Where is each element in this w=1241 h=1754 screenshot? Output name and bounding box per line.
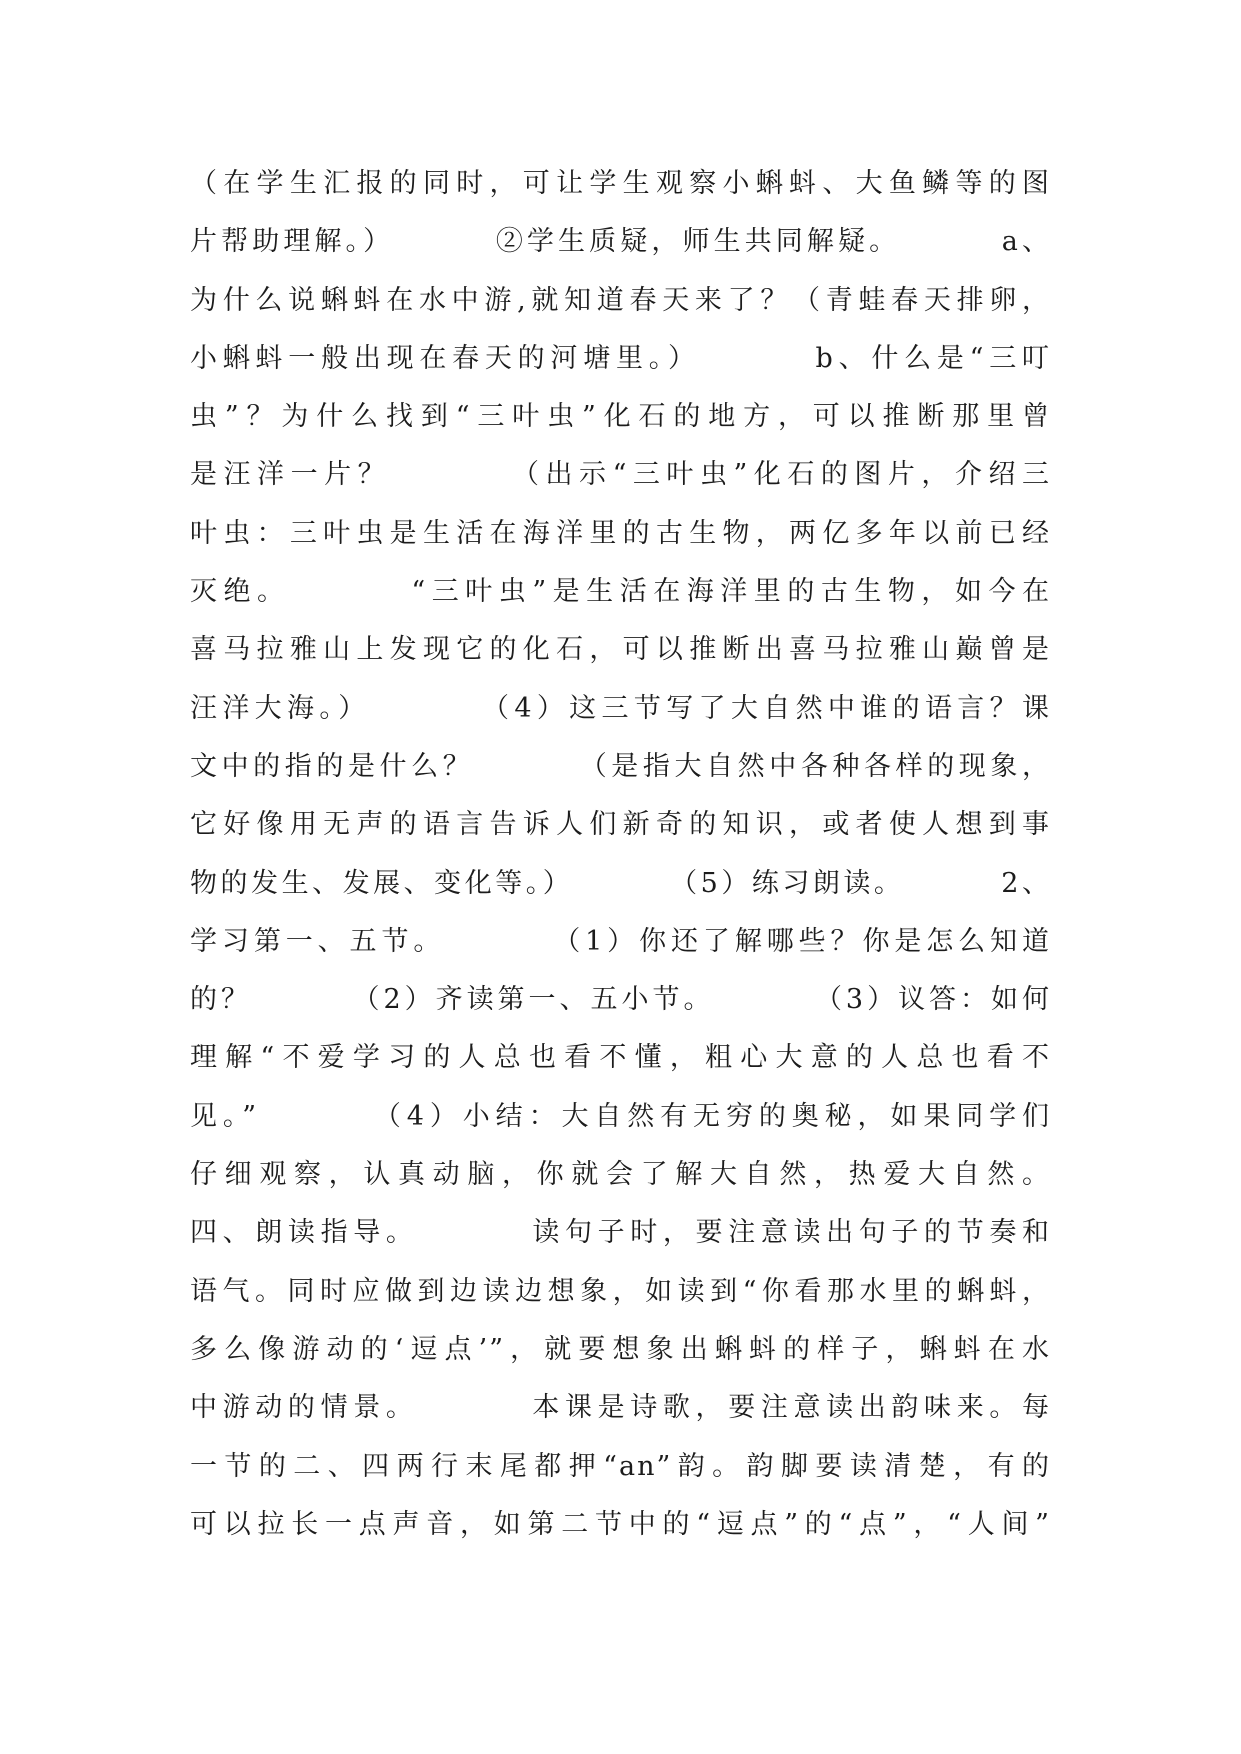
text-line: （在学生汇报的同时，可让学生观察小蝌蚪、大鱼鳞等的图 <box>190 168 1051 199</box>
body-text <box>190 155 1051 1554</box>
text-line: 可以拉长一点声音，如第二节中的“逗点”的“点”，“人间” <box>190 1508 1051 1540</box>
text-line: 小蝌蚪一般出现在春天的河塘里。） b、什么是“三叮 <box>190 342 1051 374</box>
text-line: 片帮助理解。） ②学生质疑，师生共同解疑。 a、 <box>190 226 1051 258</box>
text-line: 的？ （2）齐读第一、五小节。 （3）议答：如何 <box>190 984 1051 1016</box>
text-line: 一节的二、四两行末尾都押“an”韵。韵脚要读清楚，有的 <box>190 1450 1051 1482</box>
text-line: 汪洋大海。） （4）这三节写了大自然中谁的语言？课 <box>190 692 1051 724</box>
text-line: 虫”？为什么找到“三叶虫”化石的地方，可以推断那里曾 <box>190 401 1051 433</box>
text-line: 叶虫：三叶虫是生活在海洋里的古生物，两亿多年以前已经 <box>190 517 1051 549</box>
text-line: 文中的指的是什么？ （是指大自然中各种各样的现象， <box>190 750 1051 782</box>
text-line: 四、朗读指导。 读句子时，要注意读出句子的节奏和 <box>190 1217 1051 1249</box>
text-line: 它好像用无声的语言告诉人们新奇的知识，或者使人想到事 <box>190 809 1051 841</box>
text-line: 是汪洋一片？ （出示“三叶虫”化石的图片，介绍三 <box>190 459 1051 491</box>
text-line: 理解“不爱学习的人总也看不懂，粗心大意的人总也看不 <box>190 1042 1051 1074</box>
text-line: 仔细观察，认真动脑，你就会了解大自然，热爱大自然。 <box>190 1159 1051 1191</box>
text-line: 喜马拉雅山上发现它的化石，可以推断出喜马拉雅山巅曾是 <box>190 634 1051 666</box>
text-line: 中游动的情景。 本课是诗歌，要注意读出韵味来。每 <box>190 1392 1051 1424</box>
text-line: 灭绝。 “三叶虫”是生活在海洋里的古生物，如今在 <box>190 576 1051 608</box>
text-line: 为什么说蝌蚪在水中游,就知道春天来了？（青蛙春天排卵， <box>190 284 1051 316</box>
text-line: 学习第一、五节。 （1）你还了解哪些？你是怎么知道 <box>190 925 1051 957</box>
text-line: 见。” （4）小结：大自然有无穷的奥秘，如果同学们 <box>190 1100 1051 1132</box>
text-line: 语气。同时应做到边读边想象，如读到“你看那水里的蝌蚪， <box>190 1275 1051 1307</box>
text-line: 物的发生、发展、变化等。） （5）练习朗读。 2、 <box>190 867 1051 899</box>
text-line: 多么像游动的‘逗点’”，就要想象出蝌蚪的样子，蝌蚪在水 <box>190 1333 1051 1365</box>
